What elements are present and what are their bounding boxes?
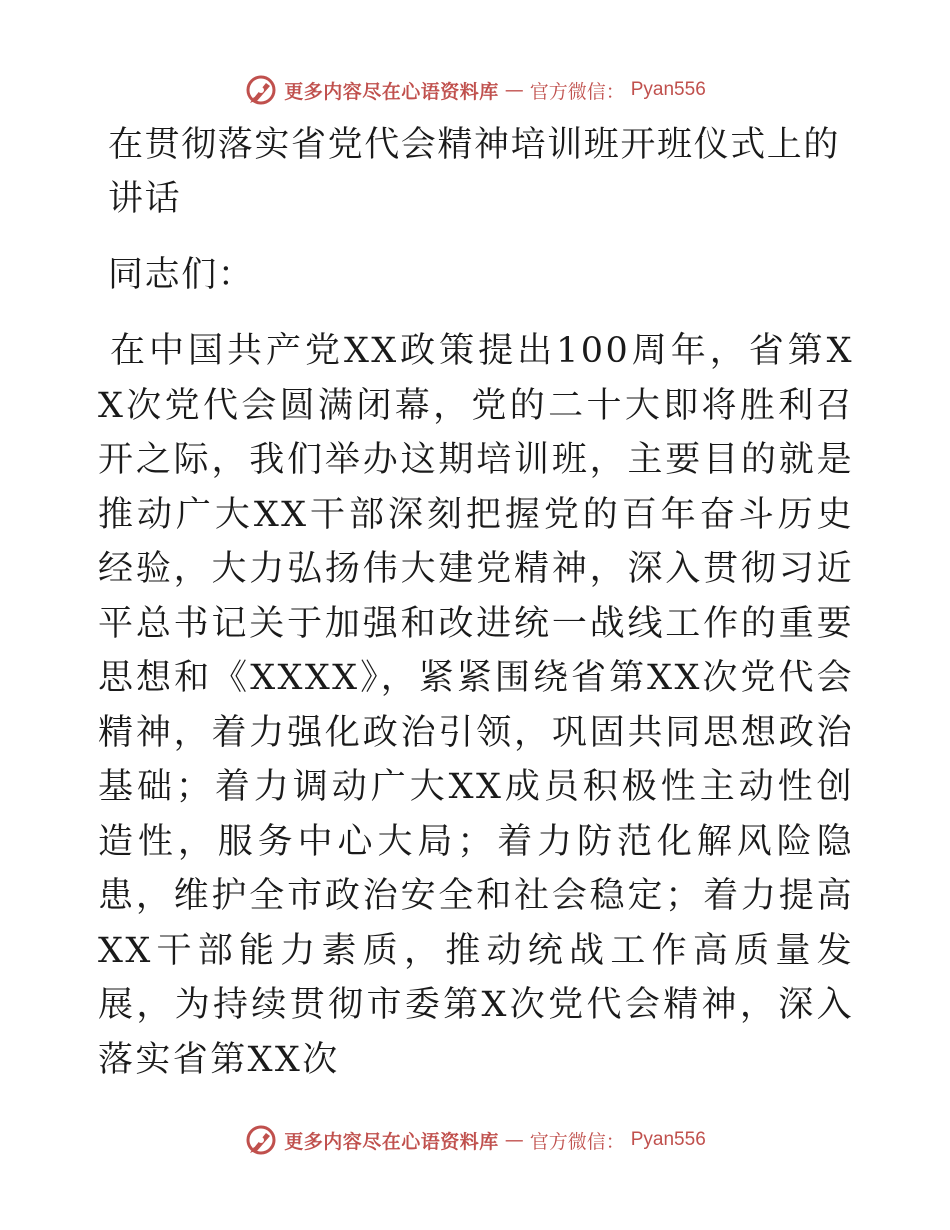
pen-quill-logo-icon <box>244 73 278 107</box>
footer-banner <box>0 1120 950 1160</box>
header-wechat-id: Pyan556 <box>630 79 706 100</box>
header-banner <box>0 70 950 110</box>
footer-wechat-label: 官方微信： <box>529 1130 625 1153</box>
document-title: 在贯彻落实省党代会精神培训班开班仪式上的讲话 <box>108 125 841 219</box>
document-body <box>98 118 854 1087</box>
document-greeting: 同志们： <box>108 255 255 295</box>
footer-separator: — <box>504 1129 524 1151</box>
header-separator: — <box>504 79 524 101</box>
pen-quill-logo-icon <box>244 1123 278 1157</box>
header-promo-text: 更多内容尽在心语资料库 <box>284 80 499 103</box>
header-wechat-label: 官方微信： <box>529 80 625 103</box>
footer-promo-text: 更多内容尽在心语资料库 <box>284 1130 499 1153</box>
footer-wechat-id: Pyan556 <box>630 1129 706 1150</box>
document-paragraph: 在中国共产党XX政策提出100周年，省第XX次党代会圆满闭幕，党的二十大即将胜利召开之际，我们举办这期培训班，主要目的就是推动广大XX干部深刻把握党的百年奋斗历史经验，大力弘扬伟大建党精神，深入贯彻习近平总书记关于加强和改进统一战线工作的重要思想和《XXXX》，紧紧围绕省第XX次党代会精神，着力强化政治引领，巩固共同思想政治基础；着力调动广大XX成员积极性主动性创造性，服务中心大局；着力防范化解风险隐患，维护全市政治安全和社会稳定；着力提高XX干部能力素质，推动统战工作高质量发展，为持续贯彻市委第X次党代会精神，深入落实省第XX次 <box>98 331 854 1080</box>
